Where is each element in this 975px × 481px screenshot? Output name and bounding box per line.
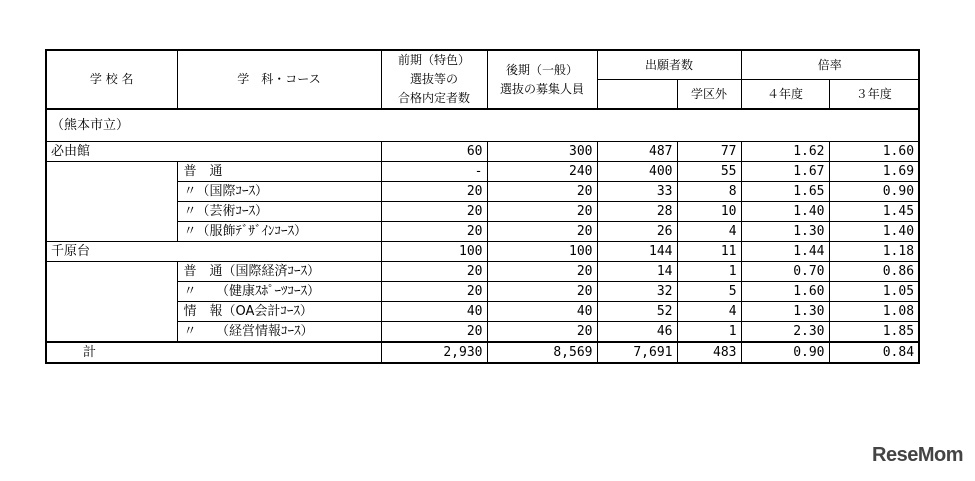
- course-name: 〃（国際ｺｰｽ）: [177, 181, 381, 201]
- ratio-y3: 1.05: [829, 281, 919, 301]
- outside-district: 11: [677, 241, 741, 261]
- ratio-y4: 1.40: [741, 201, 829, 221]
- ratio-y3: 0.84: [829, 342, 919, 363]
- ratio-y4: 1.65: [741, 181, 829, 201]
- school-row: [46, 141, 919, 161]
- course-name: 〃（服飾ﾃﾞｻﾞｲﾝｺｰｽ）: [177, 221, 381, 241]
- late-count: 240: [487, 161, 597, 181]
- course-row: [46, 161, 919, 181]
- course-name: 普 通: [177, 161, 381, 181]
- early-count: 20: [381, 261, 487, 281]
- ratio-y3: 1.40: [829, 221, 919, 241]
- ratio-y4: 1.30: [741, 301, 829, 321]
- ratio-y3: 1.45: [829, 201, 919, 221]
- applicants: 33: [597, 181, 677, 201]
- header-course: 学 科・コース: [177, 50, 381, 109]
- header-late-line1: 後期（一般）: [505, 62, 578, 77]
- ratio-y3: 1.08: [829, 301, 919, 321]
- late-count: 100: [487, 241, 597, 261]
- total-label: 計: [46, 342, 381, 363]
- header-early-line3: 合格内定者数: [397, 91, 470, 105]
- header-school: 学 校 名: [46, 50, 177, 109]
- applicants: 487: [597, 141, 677, 161]
- late-count: 8,569: [487, 342, 597, 363]
- course-row: [46, 261, 919, 281]
- ratio-y4: 1.30: [741, 221, 829, 241]
- ratio-y3: 0.86: [829, 261, 919, 281]
- ratio-y4: 1.60: [741, 281, 829, 301]
- course-row: [46, 201, 919, 221]
- early-count: 2,930: [381, 342, 487, 363]
- ratio-y4: 0.70: [741, 261, 829, 281]
- early-count: -: [381, 161, 487, 181]
- admissions-table: [45, 49, 920, 364]
- applicants: 28: [597, 201, 677, 221]
- school-row: [46, 241, 919, 261]
- outside-district: 8: [677, 181, 741, 201]
- ratio-y3: 1.69: [829, 161, 919, 181]
- late-count: 40: [487, 301, 597, 321]
- course-name: 情 報（OA会計ｺｰｽ）: [177, 301, 381, 321]
- early-count: 20: [381, 321, 487, 342]
- header-early: [381, 50, 487, 109]
- outside-district: 4: [677, 221, 741, 241]
- resemom-logo: ReseMom: [872, 444, 963, 466]
- applicants: 7,691: [597, 342, 677, 363]
- late-count: 20: [487, 281, 597, 301]
- school-blank: [46, 161, 177, 241]
- applicants: 52: [597, 301, 677, 321]
- applicants: 32: [597, 281, 677, 301]
- applicants: 26: [597, 221, 677, 241]
- header-late: [487, 50, 597, 109]
- ratio-y4: 1.44: [741, 241, 829, 261]
- school-name: 千原台: [46, 241, 381, 261]
- early-count: 40: [381, 301, 487, 321]
- applicants: 14: [597, 261, 677, 281]
- ratio-y4: 1.67: [741, 161, 829, 181]
- header-applicants-blank: [597, 80, 677, 110]
- course-name: 普 通（国際経済ｺｰｽ）: [177, 261, 381, 281]
- applicants: 400: [597, 161, 677, 181]
- outside-district: 4: [677, 301, 741, 321]
- school-name: 必由館: [46, 141, 381, 161]
- late-count: 300: [487, 141, 597, 161]
- ratio-y3: 0.90: [829, 181, 919, 201]
- ratio-y4: 0.90: [741, 342, 829, 363]
- header-applicants: 出願者数: [597, 50, 741, 80]
- late-count: 20: [487, 201, 597, 221]
- course-name: 〃 （経営情報ｺｰｽ）: [177, 321, 381, 342]
- applicants: 46: [597, 321, 677, 342]
- ratio-y4: 1.62: [741, 141, 829, 161]
- course-name: 〃 （健康ｽﾎﾟｰﾂｺｰｽ）: [177, 281, 381, 301]
- header-late-line2: 選抜の募集人員: [499, 81, 584, 96]
- ratio-y3: 1.85: [829, 321, 919, 342]
- header-early-line2: 選抜等の: [409, 72, 458, 86]
- outside-district: 1: [677, 321, 741, 342]
- total-row: [46, 342, 919, 363]
- course-name: 〃（芸術ｺｰｽ）: [177, 201, 381, 221]
- section-label: （熊本市立）: [46, 109, 919, 141]
- course-row: [46, 221, 919, 241]
- ratio-y3: 1.60: [829, 141, 919, 161]
- header-row: [46, 50, 919, 80]
- early-count: 20: [381, 281, 487, 301]
- outside-district: 55: [677, 161, 741, 181]
- outside-district: 5: [677, 281, 741, 301]
- early-count: 20: [381, 201, 487, 221]
- ratio-y4: 2.30: [741, 321, 829, 342]
- early-count: 20: [381, 181, 487, 201]
- early-count: 100: [381, 241, 487, 261]
- school-blank: [46, 261, 177, 342]
- late-count: 20: [487, 181, 597, 201]
- outside-district: 1: [677, 261, 741, 281]
- applicants: 144: [597, 241, 677, 261]
- late-count: 20: [487, 321, 597, 342]
- header-early-line1: 前期（特色）: [397, 53, 470, 67]
- outside-district: 77: [677, 141, 741, 161]
- late-count: 20: [487, 261, 597, 281]
- course-row: [46, 181, 919, 201]
- header-year4: ４年度: [741, 80, 829, 110]
- early-count: 20: [381, 221, 487, 241]
- ratio-y3: 1.18: [829, 241, 919, 261]
- course-row: [46, 321, 919, 342]
- early-count: 60: [381, 141, 487, 161]
- outside-district: 10: [677, 201, 741, 221]
- header-outside: 学区外: [677, 80, 741, 110]
- course-row: [46, 281, 919, 301]
- section-row: [46, 109, 919, 141]
- header-year3: ３年度: [829, 80, 919, 110]
- course-row: [46, 301, 919, 321]
- header-ratio: 倍率: [741, 50, 919, 80]
- late-count: 20: [487, 221, 597, 241]
- outside-district: 483: [677, 342, 741, 363]
